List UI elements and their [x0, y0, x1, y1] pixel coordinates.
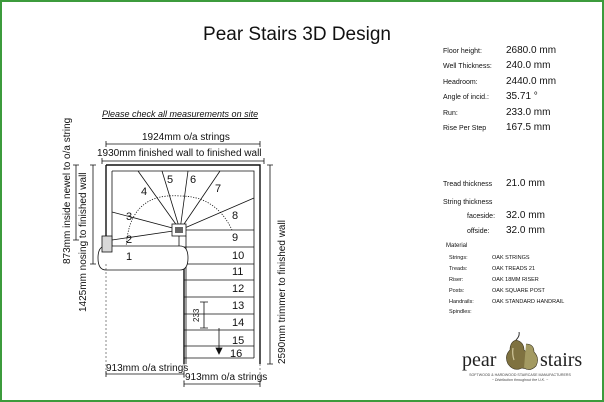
step-number: 4 — [141, 186, 148, 198]
spec-tread-thickness: Tread thickness 21.0 mm — [443, 178, 545, 189]
spec-run: Run: 233.0 mm — [443, 107, 551, 118]
dim-text-bottom-right: 913mm o/a strings — [185, 372, 268, 383]
dim-text-bottom-left: 913mm o/a strings — [106, 363, 189, 374]
material-row: Handrails: OAK STANDARD HANDRAIL — [449, 299, 565, 305]
site-check-note: Please check all measurements on site — [102, 109, 259, 119]
dim-text-top-strings: 1924mm o/a strings — [142, 132, 230, 143]
step-number: 7 — [215, 183, 222, 195]
step-number: 13 — [232, 300, 245, 312]
dim-text-left-newel: 873mm inside newel to o/a string — [62, 117, 73, 264]
step-number: 1 — [126, 251, 133, 263]
step-number: 3 — [126, 211, 133, 223]
spec-angle: Angle of incid.: 35.71 ° — [443, 91, 538, 102]
material-heading: Material — [446, 243, 468, 249]
logo-tagline: SOFTWOOD & HARDWOOD STAIRCASE MANUFACTURERS — [469, 373, 571, 377]
step-number: 12 — [232, 283, 245, 295]
step-number: 11 — [232, 266, 244, 278]
step-number: 14 — [232, 317, 245, 329]
spec-rise: Rise Per Step 167.5 mm — [443, 122, 551, 133]
spec-string-thickness: String thickness — [443, 199, 493, 206]
step-number: 6 — [190, 174, 197, 186]
dim-right-trimmer — [267, 165, 273, 364]
logo-tagline-2: ~ Distribution throughout the U.K. ~ — [491, 378, 549, 382]
material-row: Spindles: — [449, 309, 472, 315]
step-number: 9 — [232, 232, 239, 244]
pear-stairs-logo — [450, 332, 583, 392]
step-number: 15 — [232, 335, 245, 347]
step-number: 8 — [232, 210, 239, 222]
material-row: Treads: OAK TREADS 21 — [449, 266, 535, 272]
material-row: Riser: OAK 18MM RISER — [449, 277, 539, 283]
bottom-post — [102, 236, 112, 252]
material-row: Strings: OAK STRINGS — [449, 255, 530, 261]
spec-offside: offside: 32.0 mm — [467, 225, 545, 236]
run-dim-line — [200, 302, 208, 328]
step-number: 10 — [232, 250, 245, 262]
step-number: 5 — [167, 174, 174, 186]
dim-text-right-trimmer: 2590mm trimmer to finished wall — [277, 220, 288, 364]
logo-wordmark: pear stairs — [462, 349, 583, 371]
pear-icon — [502, 332, 542, 372]
spec-headroom: Headroom: 2440.0 mm — [443, 76, 557, 87]
page-title: Pear Stairs 3D Design — [203, 24, 391, 45]
step-number: 16 — [230, 348, 243, 360]
spec-faceside: faceside: 32.0 mm — [467, 210, 545, 221]
step-number: 2 — [126, 234, 133, 246]
spec-floor-height: Floor height: 2680.0 mm — [443, 45, 557, 56]
dim-text-left-nosing: 1425mm nosing to finished wall — [78, 172, 89, 312]
material-row: Posts: OAK SQUARE POST — [449, 288, 545, 294]
spec-well-thickness: Well Thickness: 240.0 mm — [443, 60, 551, 71]
dim-left-nosing — [90, 165, 96, 264]
dim-text-top-wall: 1930mm finished wall to finished wall — [97, 148, 262, 159]
dim-text-inner: 233 — [192, 308, 201, 322]
